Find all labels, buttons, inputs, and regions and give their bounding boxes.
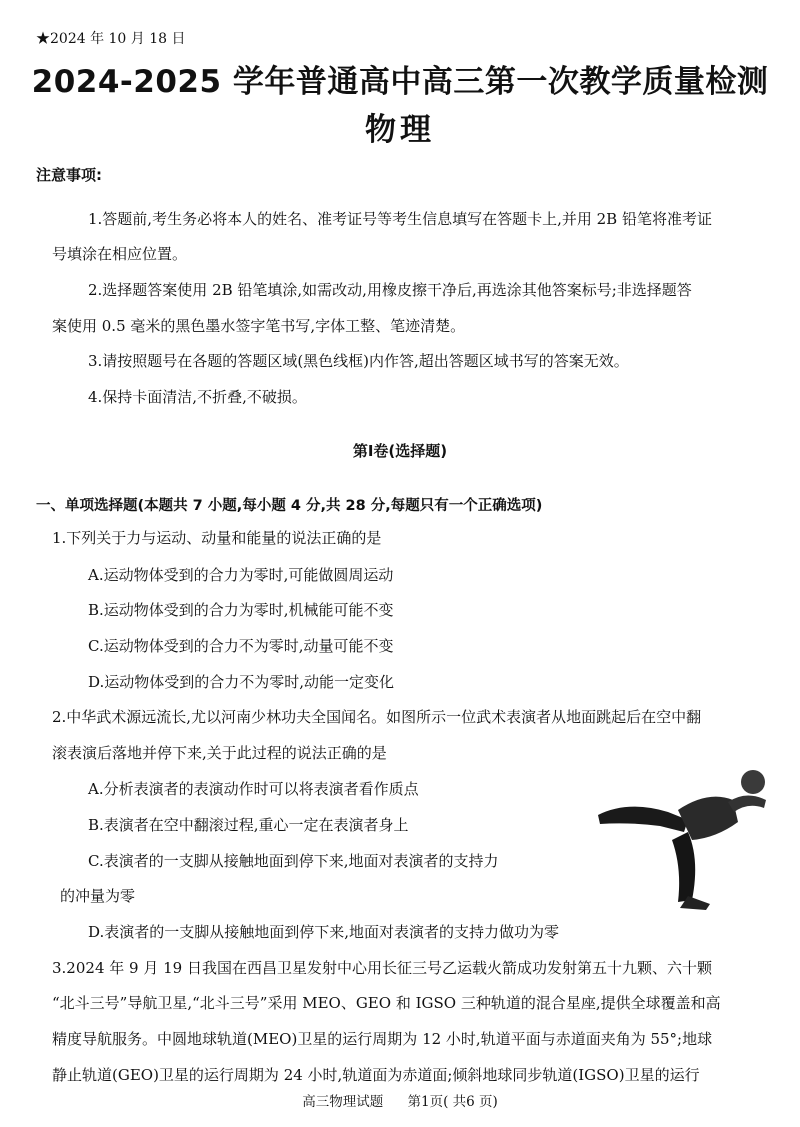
q2-option-c: C.表演者的一支脚从接触地面到停下来,地面对表演者的支持力 [88,852,499,870]
section-title: 第Ⅰ卷(选择题) [352,442,448,460]
part-one-heading: 一、单项选择题(本题共 7 小题,每小题 4 分,共 28 分,每题只有一个正确选项) [36,498,543,514]
q2-option-c-cont: 的冲量为零 [60,887,136,905]
figure-head [741,770,765,794]
q3-line-2: “北斗三号”导航卫星,“北斗三号”采用 MEO、GEO 和 IGSO 三种轨道的混合星座,提供全球覆盖和高 [52,994,721,1012]
exam-subject: 物理 [365,112,435,148]
q2-option-a: A.分析表演者的表演动作时可以将表演者看作质点 [88,780,419,798]
note-1-line-2: 号填涂在相应位置。 [52,245,188,263]
q1-option-d: D.运动物体受到的合力不为零时,动能一定变化 [88,673,395,691]
q2-stem-line-2: 滚表演后落地并停下来,关于此过程的说法正确的是 [52,744,387,762]
note-4: 4.保持卡面清洁,不折叠,不破损。 [88,388,307,406]
notes-heading: 注意事项: [36,166,102,184]
note-1-line-1: 1.答题前,考生务必将本人的姓名、准考证号等考生信息填写在答题卡上,并用 2B 铅笔将准考证 [88,210,712,228]
martial-artist-figure [588,760,783,910]
q3-line-1: 3.2024 年 9 月 19 日我国在西昌卫星发射中心用长征三号乙运载火箭成功发射第五十九颗、六十颗 [52,959,712,977]
q1-stem: 1.下列关于力与运动、动量和能量的说法正确的是 [52,529,382,547]
q3-line-3: 精度导航服务。中圆地球轨道(MEO)卫星的运行周期为 12 小时,轨道平面与赤道面夹角为 55°;地球 [52,1030,713,1048]
q1-option-c: C.运动物体受到的合力不为零时,动量可能不变 [88,637,394,655]
q1-option-b: B.运动物体受到的合力为零时,机械能可能不变 [88,601,394,619]
figure-leg [598,807,688,832]
exam-title: 2024-2025 学年普通高中高三第一次教学质量检测 [31,64,769,100]
footer-page-number: 第1页( 共6 页) [407,1094,498,1110]
note-2-line-1: 2.选择题答案使用 2B 铅笔填涂,如需改动,用橡皮擦干净后,再选涂其他答案标号;非选择题答 [88,281,692,299]
exam-date: ★2024 年 10 月 18 日 [36,31,186,47]
q1-option-a: A.运动物体受到的合力为零时,可能做圆周运动 [88,566,394,584]
q3-line-4: 静止轨道(GEO)卫星的运行周期为 24 小时,轨道面为赤道面;倾斜地球同步轨道(IGSO)卫星的运行 [52,1066,700,1084]
q2-option-b: B.表演者在空中翻滚过程,重心一定在表演者身上 [88,816,409,834]
q2-stem-line-1: 2.中华武术源远流长,尤以河南少林功夫全国闻名。如图所示一位武术表演者从地面跳起后在空中翻 [52,708,702,726]
figure-arm [728,795,766,812]
note-3: 3.请按照题号在各题的答题区域(黑色线框)内作答,超出答题区域书写的答案无效。 [88,352,629,370]
page-footer [0,1090,800,1110]
footer-exam-name: 高三物理试题 [302,1094,384,1110]
note-2-line-2: 案使用 0.5 毫米的黑色墨水签字笔书写,字体工整、笔迹清楚。 [52,317,466,335]
figure-robe [672,832,695,902]
q2-option-d: D.表演者的一支脚从接触地面到停下来,地面对表演者的支持力做功为零 [88,923,560,941]
